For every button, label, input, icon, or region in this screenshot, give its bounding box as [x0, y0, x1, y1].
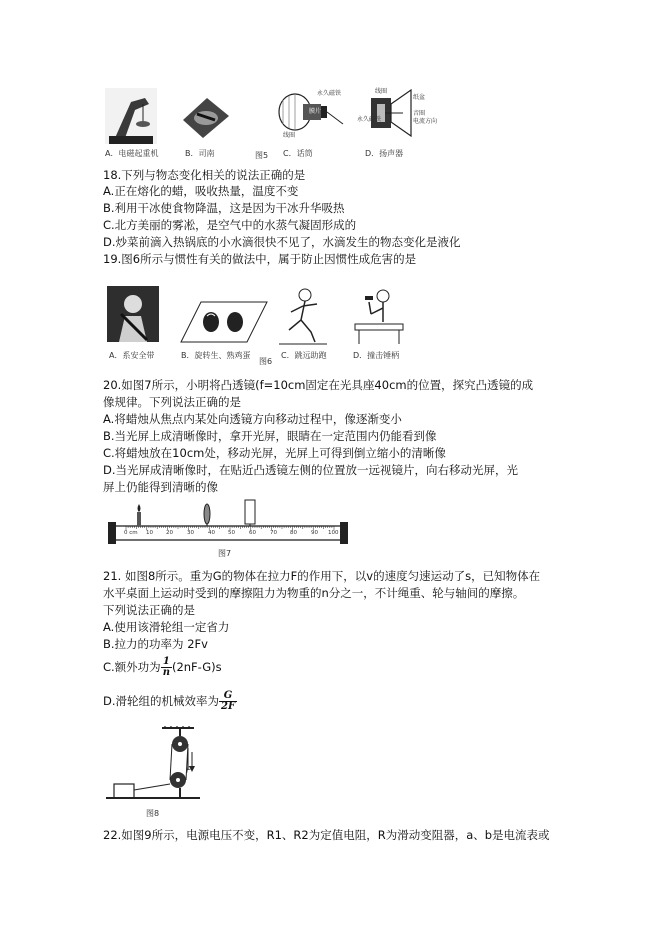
- fig6-caption-a: A．系安全带: [109, 351, 155, 360]
- fig7-label: 图7: [218, 549, 232, 558]
- eggs-drawing: [179, 300, 269, 344]
- ruler-tick-label: 0 cm: [124, 530, 138, 536]
- q21-option-a: A.使用该滑轮组一定省力: [103, 620, 230, 634]
- optical-bench-drawing: [108, 498, 348, 548]
- q21-option-c-fraction: [161, 657, 172, 678]
- q21-option-c-denominator: n: [162, 667, 170, 678]
- seatbelt-drawing: [107, 286, 159, 342]
- q21-stem-line2: 水平桌面上运动时受到的摩擦阻力为物重的n分之一，不计绳重、轮与轴间的摩擦。: [103, 586, 525, 600]
- q21-option-c-prefix: C.额外功为: [103, 660, 161, 674]
- q21-option-c-suffix: (2nF-G)s: [171, 660, 222, 674]
- fig5-caption-a: A．电磁起重机: [105, 149, 159, 158]
- crane-drawing: [105, 88, 157, 144]
- mic-label-magnet: 永久磁铁: [317, 90, 342, 97]
- microphone-diagram: [273, 84, 355, 144]
- ruler-tick-label: 90: [311, 530, 318, 536]
- q21-option-d-denominator: 2F: [221, 701, 236, 712]
- q22-stem: 22.如图9所示，电源电压不变，R1、R2为定值电阻，R为滑动变阻器，a、b是电流表或: [103, 828, 550, 842]
- q21-option-d: [103, 690, 237, 712]
- hammer-drawing-box: [349, 286, 405, 346]
- speaker-diagram: [357, 84, 441, 144]
- q20-option-c: C.将蜡烛放在10cm处，移动光屏，光屏上可得到倒立缩小的清晰像: [103, 446, 446, 460]
- q21-stem-line3: 下列说法正确的是: [103, 603, 195, 617]
- figure-6: [103, 286, 413, 366]
- q21-option-c: [103, 656, 222, 678]
- long-jump-drawing-box: [275, 286, 329, 346]
- q21-option-c-numerator: 1: [161, 657, 172, 668]
- q20-option-a: A.将蜡烛从焦点内某处向透镜方向移动过程中，像逐渐变小: [103, 412, 402, 426]
- q20-option-d: D.当光屏成清晰像时，在贴近凸透镜左侧的位置放一远视镜片，向右移动光屏，光: [103, 463, 519, 477]
- q20-option-b: B.当光屏上成清晰像时，拿开光屏，眼睛在一定范围内仍能看到像: [103, 429, 437, 443]
- q18-option-a: A.正在熔化的蜡，吸收热量，温度不变: [103, 184, 299, 198]
- seatbelt-photo: [107, 286, 159, 342]
- speaker-label-current: 电流方向: [413, 118, 438, 125]
- fig5-label: 图5: [255, 151, 269, 160]
- speaker-label-voice-coil: 音圈: [413, 110, 426, 117]
- fig5-caption-c: C．话筒: [283, 149, 313, 158]
- fig5-caption-d: D．扬声器: [365, 149, 404, 158]
- fig8-label: 图8: [146, 809, 160, 818]
- q21-option-d-numerator: G: [219, 691, 237, 702]
- ruler-tick-label: 40: [208, 530, 215, 536]
- q18-option-d: D.炒菜前滴入热锅底的小水滴很快不见了，水滴发生的物态变化是液化: [103, 235, 461, 249]
- electromagnet-crane-photo: [105, 88, 157, 144]
- sinan-drawing: [177, 90, 233, 142]
- q21-option-b: B.拉力的功率为 2Fv: [103, 637, 208, 651]
- fig6-caption-d: D．撞击锤柄: [353, 351, 400, 360]
- q18-stem: 18.下列与物态变化相关的说法正确的是: [103, 168, 306, 182]
- speaker-label-cone: 纸盆: [413, 94, 426, 101]
- mic-label-membrane: 膜片: [309, 108, 322, 115]
- q18-option-b: B.利用干冰使食物降温，这是因为干冰升华吸热: [103, 201, 345, 215]
- ruler-tick-label: 60: [249, 530, 256, 536]
- fig6-caption-b: B．旋转生、熟鸡蛋: [181, 351, 251, 360]
- q18-option-c: C.北方美丽的雾凇，是空气中的水蒸气凝固形成的: [103, 218, 357, 232]
- q20-option-d-cont: 屏上仍能得到清晰的像: [103, 480, 218, 494]
- figure-5: [103, 84, 438, 162]
- force-label: F: [186, 766, 192, 776]
- ruler-tick-label: 20: [166, 530, 173, 536]
- fig6-label: 图6: [259, 357, 273, 366]
- ruler-tick-labels: [124, 530, 339, 540]
- runner-drawing: [275, 286, 329, 346]
- q21-option-d-prefix: D.滑轮组的机械效率为: [103, 694, 220, 708]
- speaker-label-coil: 线圈: [375, 88, 388, 95]
- ruler-tick-label: 50: [228, 530, 235, 536]
- fig6-caption-c: C．跳远助跑: [281, 351, 327, 360]
- ruler-tick-label: 10: [146, 530, 153, 536]
- ruler-tick-label: 100: [328, 530, 339, 536]
- ruler-tick-label: 80: [290, 530, 297, 536]
- figure-8: [104, 726, 204, 822]
- ruler-tick-label: 30: [187, 530, 194, 536]
- mic-label-coil: 线圈: [283, 132, 296, 139]
- q20-stem-line1: 20.如图7所示，小明将凸透镜(f=10cm固定在光具座40cm的位置，探究凸透镜的成: [103, 378, 534, 392]
- speaker-label-magnet: 永久磁铁: [357, 116, 382, 123]
- q19-stem: 19.图6所示与惯性有关的做法中，属于防止因惯性成危害的是: [103, 252, 417, 266]
- ruler-tick-label: 70: [270, 530, 277, 536]
- sinan-compass-photo: [177, 90, 233, 142]
- q21-option-d-fraction: [219, 691, 237, 712]
- eggs-diagram: [179, 300, 269, 344]
- q21-stem-line1: 21. 如图8所示。重为G的物体在拉力F的作用下，以v的速度匀速运动了s，已知物体在: [103, 569, 541, 583]
- hammer-drawing: [349, 286, 405, 346]
- q20-stem-line2: 像规律。下列说法正确的是: [103, 395, 241, 409]
- fig5-caption-b: B．司南: [185, 149, 215, 158]
- figure-7: [108, 498, 348, 560]
